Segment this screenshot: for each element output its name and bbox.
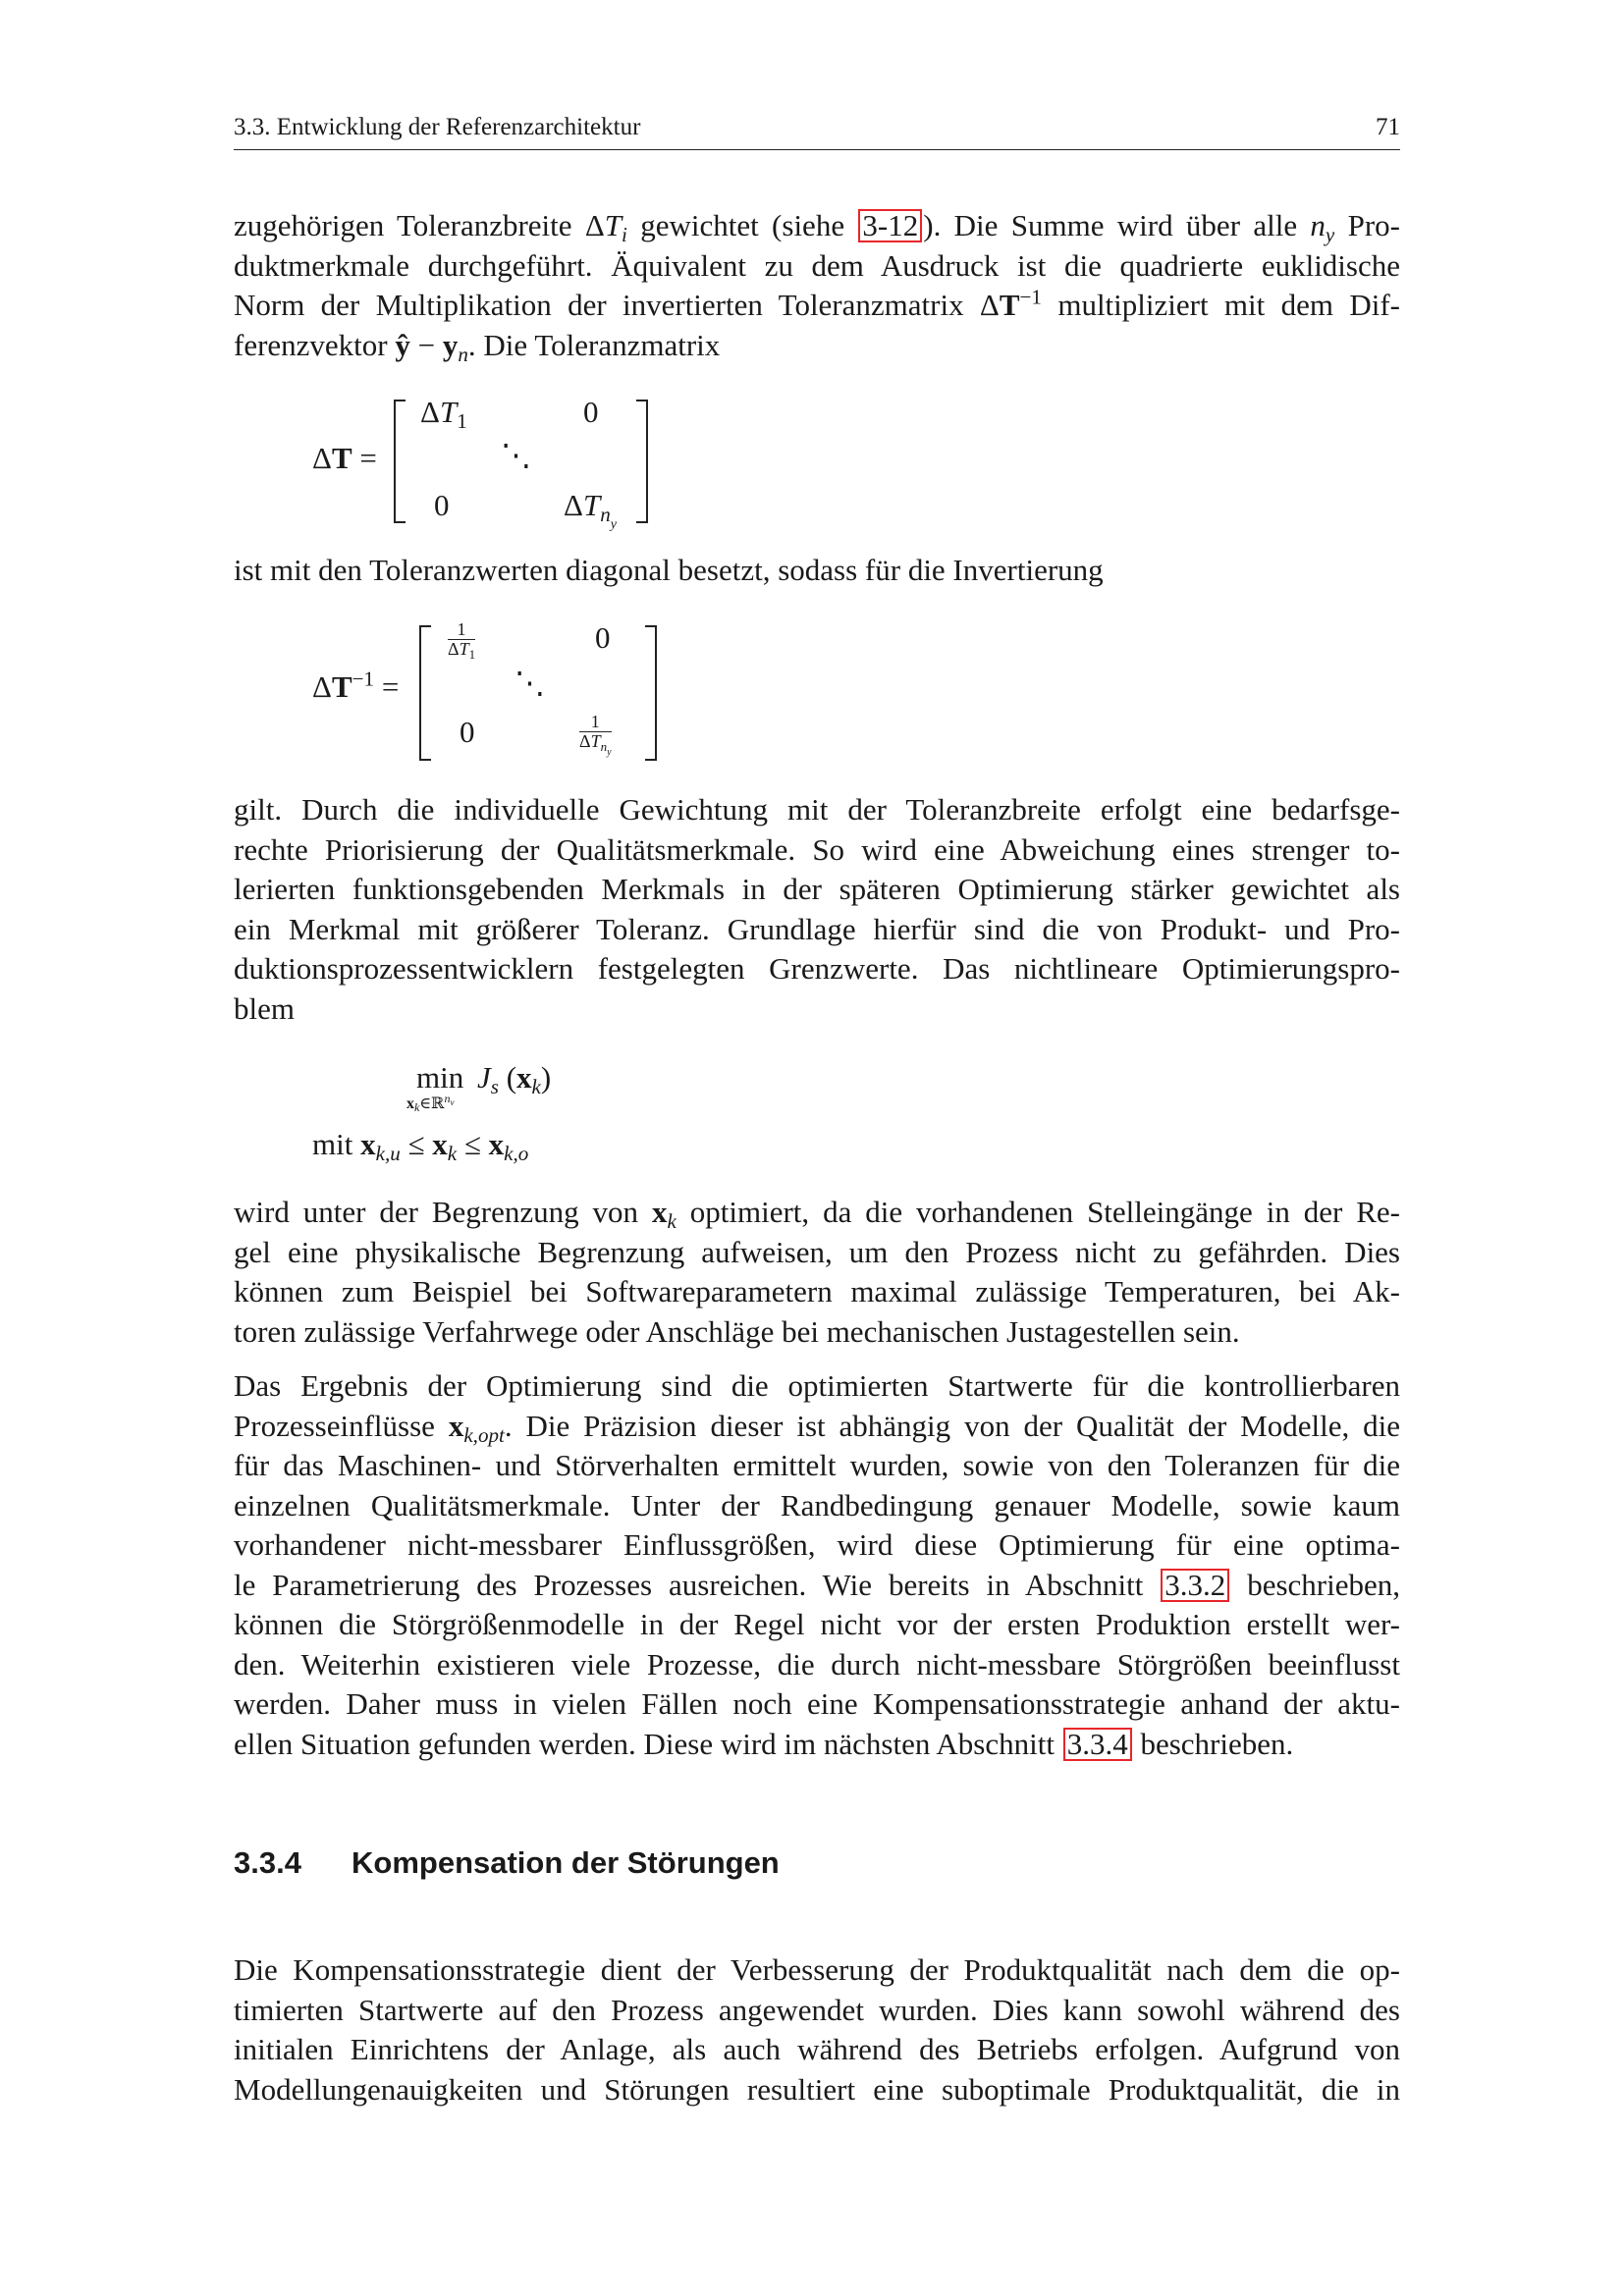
text-line: zugehörigen Toleranzbreite $\Delta T_i$ gewichtet (siehe 3-12 ). Die Summe wird über alle $n_y$ Pro- <box>234 208 1400 246</box>
text-line: duktionsprozessentwicklern festgelegten Grenzwerte. Das nichtlineare Optimierungspro- <box>234 951 1400 986</box>
matrix-entry: 0 <box>434 488 450 522</box>
header-section-title: 3.3. Entwicklung der Referenzarchitektur <box>234 114 641 140</box>
fraction-entry: $\frac{1}{\Delta T_1}$ <box>448 619 476 662</box>
text-line: können zum Beispiel bei Softwareparametern maximal zulässige Temperaturen, bei Ak- <box>234 1274 1400 1308</box>
text-line: wird unter der Begrenzung von $x_k$ optimiert, da die vorhandenen Stelleingänge in der Re- <box>234 1195 1401 1233</box>
text-line: duktmerkmale durchgeführt. Äquivalent zu dem Ausdruck ist die quadrierte euklidische <box>234 247 1400 283</box>
text-line: timierten Startwerte auf den Prozess angewendet wurden. Dies kann sowohl während des <box>234 1992 1400 2027</box>
matrix-entry: 0 <box>583 395 599 429</box>
constraint-line: mit $x_{k,u} \le x_k \le x_{k,o}$ <box>312 1127 529 1165</box>
text-line: lerierten funktionsgebenden Merkmals in der späteren Optimierung stärker gewichtet als <box>234 872 1400 906</box>
min-operator: min <box>416 1060 464 1095</box>
text-line: Prozesseinflüsse $x_{k,opt}$. Die Präzision dieser ist abhängig von der Qualität der Modelle, die <box>234 1408 1401 1447</box>
paragraph-5 <box>234 1366 1400 1764</box>
text-line: Das Ergebnis der Optimierung sind die optimierten Startwerte für die kontrollierbaren <box>234 1368 1400 1403</box>
text-line: le Parametrierung des Prozesses ausreichen. Wie bereits in Abschnitt 3.3.2 beschrieben, <box>234 1567 1401 1602</box>
right-bracket <box>633 399 651 524</box>
text-line: ellen Situation gefunden werden. Diese wird im nächsten Abschnitt 3.3.4 beschrieben. <box>234 1726 1294 1761</box>
matrix-lhs: ΔT = <box>312 441 377 475</box>
section-reference-link[interactable]: 3.3.2 <box>1161 1569 1229 1602</box>
subsection-number: 3.3.4 <box>234 1845 301 1880</box>
diagonal-dots: ⋱ <box>514 666 545 700</box>
text-line: für das Maschinen- und Störverhalten ermittelt wurden, sowie von den Toleranzen für die <box>234 1448 1400 1482</box>
paragraph-1 <box>234 206 1400 365</box>
diagonal-dots: ⋱ <box>501 438 531 472</box>
running-header <box>234 110 1400 150</box>
text-line: den. Weiterhin existieren viele Prozesse, die durch nicht-messbare Störgrößen beeinflusst <box>234 1646 1400 1682</box>
matrix-entry: $\Delta T_1$ <box>420 395 467 433</box>
right-bracket <box>642 624 660 762</box>
matrix-entry: 0 <box>595 620 611 655</box>
text-line: Modellungenauigkeiten und Störungen resultiert eine suboptimale Produktqualität, die in <box>234 2071 1400 2107</box>
left-bracket <box>416 624 434 762</box>
text-line: rechte Priorisierung der Qualitätsmerkmale. So wird eine Abweichung eines strenger to- <box>234 831 1400 867</box>
text-line: initialen Einrichtens der Anlage, als auch während des Betriebs erfolgen. Aufgrund von <box>234 2032 1400 2066</box>
matrix-entry: $\Delta T_{ny}$ <box>564 488 617 532</box>
text-line: einzelnen Qualitätsmerkmale. Unter der Randbedingung genauer Modelle, sowie kaum <box>234 1487 1400 1522</box>
text-line: Die Kompensationsstrategie dient der Verbesserung der Produktqualität nach dem die op- <box>234 1952 1400 1987</box>
matrix-lhs: $\Delta T^{-1}$ = <box>312 667 400 704</box>
text-line: toren zulässige Verfahrwege oder Anschläge bei mechanischen Justagestellen sein. <box>234 1313 1240 1349</box>
subsection-title: Kompensation der Störungen <box>352 1845 780 1880</box>
text-line: ferenzvektor ŷ − $y_n$. Die Toleranzmatrix <box>234 327 721 366</box>
paragraph-6 <box>234 1950 1400 2109</box>
subsection-heading <box>234 1845 780 1881</box>
text-line: gilt. Durch die individuelle Gewichtung mit der Toleranzbreite erfolgt eine bedarfsge- <box>234 792 1400 827</box>
left-bracket <box>391 399 408 524</box>
paragraph-3 <box>234 790 1400 1029</box>
min-subscript: xk∈ℝ$^n$v <box>406 1092 455 1114</box>
equation-reference-link[interactable]: 3-12 <box>858 209 922 242</box>
text-line: gel eine physikalische Begrenzung aufweisen, um den Prozess nicht zu gefährden. Dies <box>234 1234 1400 1269</box>
text-line: werden. Daher muss in vielen Fällen noch eine Kompensationsstrategie anhand der aktu- <box>234 1686 1400 1721</box>
fraction-entry: $\frac{1}{\Delta T_{ny}}$ <box>579 712 612 758</box>
text-line: können die Störgrößenmodelle in der Regel nicht vor der ersten Produktion erstellt wer- <box>234 1607 1400 1641</box>
text-line: ist mit den Toleranzwerten diagonal besetzt, sodass für die Invertierung <box>234 553 1104 587</box>
paragraph-4 <box>234 1193 1400 1352</box>
text-line: Norm der Multiplikation der invertierten Toleranzmatrix $\Delta T^{-1}$ multipliziert mit dem Dif- <box>234 285 1400 322</box>
paragraph-2 <box>234 551 1400 591</box>
objective-function: $J_s$ $(x_k)$ <box>477 1060 552 1098</box>
matrix-entry: 0 <box>460 715 475 749</box>
text-line: vorhandener nicht-messbarer Einflussgrößen, wird diese Optimierung für eine optima- <box>234 1527 1400 1562</box>
text-line: blem <box>234 990 295 1026</box>
section-reference-link[interactable]: 3.3.4 <box>1063 1728 1132 1761</box>
text-line: ein Merkmal mit größerer Toleranz. Grundlage hierfür sind die von Produkt- und Pro- <box>234 911 1400 946</box>
page-number: 71 <box>1376 114 1400 140</box>
